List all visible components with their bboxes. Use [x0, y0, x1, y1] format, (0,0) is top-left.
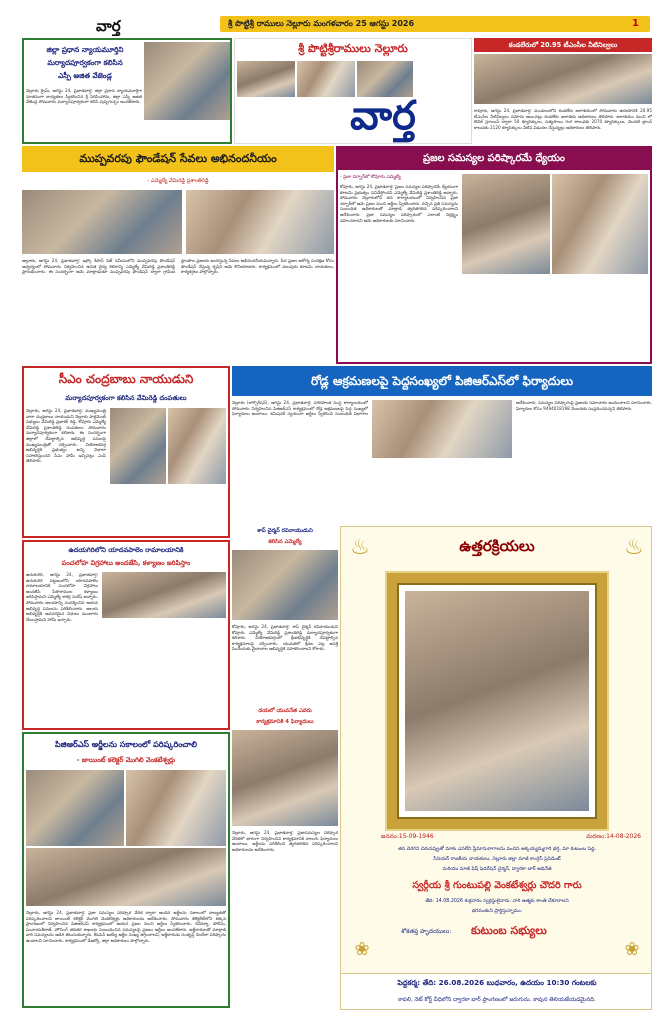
dayaru-body: నెల్లూరు, ఆగస్టు 24, ప్రభాతవార్త: ప్రజాసమస్యల పరిష్కార వేదికలో భాగంగా నిర్వహించిన కార్యక్రమానికి నాలుగు ఫిర్యాదులు అందాయి. అర్జీలను పరిశీలించి త్వరితగతిన పరిష్కరించాలని అధికారులను ఆదేశించారు.: [232, 830, 338, 852]
cm-photo-1: [110, 408, 166, 484]
obituary-lamp-right: ♨: [624, 535, 644, 560]
cm-headline-2: మర్యాదపూర్వకంగా కలిసిన వేమిరెడ్డి దంపతులు: [65, 394, 187, 402]
temple-headline-2: పంచలోహ విగ్రహాలు అందజేసి, కళ్యాణం జరిపిస్తాం: [61, 559, 191, 567]
foundation-story: [22, 146, 334, 364]
grievance-photo-1: [462, 174, 550, 274]
dayaru-story: [232, 706, 338, 902]
sp-story: [22, 38, 232, 144]
dayaru-photo: [232, 730, 338, 826]
temple-headline-1: ఉదయగిరిలోని యాదవపాలెం రామాలయానికి: [68, 546, 184, 554]
jc-headline: పిజిఆర్ఎస్ అర్జీలను సకాలంలో పరిష్కరించాలి: [55, 740, 197, 749]
obituary-died: మరణం:14-08-2026: [586, 833, 641, 840]
obituary-lamp-left: ♨: [350, 535, 370, 560]
grievance-story: [336, 146, 652, 364]
foundation-subhead: - ఎమ్మెల్యే వేమిరెడ్డి ప్రశాంతిరెడ్డి: [147, 178, 209, 184]
obituary-line-5: భగవంతుని ప్రార్థిస్తున్నాము.: [471, 909, 523, 914]
grievance-body: కోవూరు, ఆగస్టు 24, ప్రభాతవార్త: ప్రజల సమస్యల పరిష్కారమే ధ్యేయంగా కూటమి ప్రభుత్వం పనిచేస్తోందని ఎమ్మెల్యే వేమిరెడ్డి ప్రశాంతిరెడ్డి అన్నారు. సోమవారం నెల్లూరులోని తన కార్యాలయంలో నిర్వహించిన ప్రజా దర్బార్‌లో ఆమె ప్రజల నుంచి అర్జీలు స్వీకరించారు. వచ్చిన ప్రతి సమస్యను సంబంధిత అధికారులతో మాట్లాడి త్వరితగతిన పరిష్కరించాలని ఆదేశించారు. ప్రజా సమస్యల పరిష్కారంలో ఎలాంటి నిర్లక్ష్యం వహించరాదని ఆమె అధికారులకు సూచించారు.: [340, 184, 458, 223]
pgrs-body: నెల్లూరు (కార్పొరేషన్), ఆగస్టు 24, ప్రభాతవార్త: నగరపాలక సంస్థ కార్యాలయంలో సోమవారం నిర్వహించిన పిజిఆర్ఎస్ కార్యక్రమంలో రోడ్ల ఆక్రమణలపై పెద్ద సంఖ్యలో ఫిర్యాదులు అందాయి. కమిషనర్ స్వయంగా అర్జీలు స్వీకరించి సంబంధిత విభాగాల ఆదేశించారు. సమస్యల పరిష్కారంపై ప్రజలకు సమాచారం అందించాలని సూచించారు. ఫిర్యాదుల కోసం 9494018198 నెంబరుకు సంప్రదించవచ్చని తెలిపారు.: [232, 400, 652, 417]
obituary-name: స్వర్గీయ శ్రీ గుంటుపల్లి వెంకటేశ్వర్లు చౌదరి గారు: [412, 880, 582, 891]
obituary-line-2: సీనియర్ రాజకీయ నాయకులు, నెల్లూరు జిల్లా మాజీ కాంగ్రెస్ ప్రెసిడెంట్: [433, 857, 561, 862]
jc-photo-3: [26, 848, 226, 906]
obituary-line-4: తేది: 14.08.2026 శుక్రవారం స్వర్గస్థులైనారు. వారి ఆత్మకు శాంతి చేకూరాలని: [425, 899, 569, 904]
cm-headline-1: సీఎం చంద్రబాబు నాయుడుని: [58, 372, 194, 386]
cm-story: [22, 366, 230, 538]
jc-photo-2: [126, 770, 226, 846]
obituary-venue: కావలి, నెట్ కోర్ట్ వీధిలోని ద్వారకా బార్ ప్రాంగణంలో జరుగును. కావున తెలియజేయడమైనది.: [398, 997, 596, 1003]
sp-headline-3: ఎస్పీ అజిత వేజెండ్ల: [58, 71, 112, 80]
masthead-banner: [234, 38, 472, 144]
obituary-line-1: తన చెరగని చిరునవ్వుతో మాకు ఎనలేని ప్రేమానురాగాలను పంచిన అక్కయ్యమ్మగారి భర్త, మా కుటుంబ పెద్ద,: [398, 847, 596, 852]
masthead-photo-left: [237, 61, 295, 97]
obituary-flower-left: ❀: [354, 939, 370, 960]
mla-headline-2: కలిసిన ఎమ్మెల్యే: [268, 539, 302, 545]
jc-story: [22, 732, 230, 1008]
mla-body: కోవూరు, ఆగస్టు 24, ప్రభాతవార్త: శాప్ చైర్మన్ రవినాయుడుని కోవూరు ఎమ్మెల్యే వేమిరెడ్డి ప్రశాంతిరెడ్డి మర్యాదపూర్వకంగా కలిశారు. నియోజకవర్గంలో క్రీడాభివృద్ధికి చేపట్టాల్సిన కార్యక్రమాలపై చర్చించారు. యువతలో క్రీడల పట్ల ఆసక్తి పెంచేందుకు మైదానాల అభివృద్ధికి సహకరించాలని కోరారు.: [232, 624, 338, 652]
pgrs-story: [232, 366, 652, 524]
drain-body: రాపూరు, ఆగస్టు 24, ప్రభాతవార్త: మండలంలోని కండలేరు జలాశయంలో సోమవారం ఉదయానికి 20.95 టీఎంసీల నీటినిల్వలు నమోదు అయినట్లు కండలేరు జలాశయ అధికారులు తెలిపారు. జలాశయం నుంచి లో లెవెల్ స్లూయిస్ ద్వారా 50 క్యూసెక్కులు, సత్యసాయి గంగ కాలువకు 2070 క్యూసెక్కులు, మొదటి బ్రాంచ్ కాలువకు 2120 క్యూసెక్కులు నీటిని విడుదల చేస్తున్నట్లు అధికారులు తెలిపారు.: [474, 108, 652, 130]
mla-story: [232, 526, 338, 702]
cm-body: నెల్లూరు, ఆగస్టు 24, ప్రభాతవార్త: ముఖ్యమంత్రి నారా చంద్రబాబు నాయుడుని నెల్లూరు పార్లమెంట్ సభ్యులు వేమిరెడ్డి ప్రభాకర్ రెడ్డి, కోవూరు ఎమ్మెల్యే వేమిరెడ్డి ప్రశాంతిరెడ్డి దంపతులు సోమవారం మర్యాదపూర్వకంగా కలిశారు. ఈ సందర్భంగా జిల్లాలో చేపట్టాల్సిన అభివృద్ధి పనులపై ముఖ్యమంత్రితో చర్చించారు. నియోజకవర్గ అభివృద్ధికి ప్రభుత్వం అన్ని విధాలా సహకరిస్తుందని సీఎం హామీ ఇచ్చినట్లు ఎంపీ తెలిపారు.: [26, 408, 106, 464]
obituary-born: జననం:15-09-1946: [381, 833, 434, 840]
foundation-photo-right: [186, 190, 334, 254]
temple-story: [22, 540, 230, 730]
cm-photo-2: [168, 408, 226, 484]
banner-title: శ్రీ పొట్టిశ్రీరాములు నెల్లూరు: [298, 42, 408, 55]
foundation-headline: ముప్పవరపు ఫౌండేషన్ సేవలు అభినందనీయం: [79, 152, 277, 165]
drain-story: [474, 38, 652, 144]
obituary-grief-label: శోకతప్త హృదయులు:: [401, 928, 452, 935]
small-logo: వార్త: [96, 17, 121, 35]
sp-headline-1: జిల్లా ప్రధాన న్యాయమూర్తిని: [46, 45, 124, 54]
obituary-portrait: [405, 591, 589, 811]
jc-photo-1: [26, 770, 124, 846]
sp-body: నెల్లూరు క్రైమ్, ఆగస్టు 24, ప్రభాతవార్త: జిల్లా ప్రధాన న్యాయమూర్తిగా నూతనంగా బాధ్యతలు స్వీకరించిన శ్రీ సిరిసింహాను, జిల్లా ఎస్పీ అజిత వేజెండ్ల సోమవారం మర్యాదపూర్వకంగా కలిసి పుష్పగుచ్ఛం అందజేశారు.: [26, 88, 142, 105]
jc-subhead: - జాయింట్ కలెక్టర్ మొగిలి వెంకటేశ్వర్లు: [76, 756, 176, 764]
obituary-line-3: మరియు మాజీ ఫిష్ ఫెడరేషన్ చైర్మన్, ద్వారకా బార్ అధినేత: [442, 867, 552, 872]
obituary-family: కుటుంబ సభ్యులు: [471, 924, 547, 937]
dayaru-headline-1: దయలో యువనేత ఎవరు: [258, 708, 312, 714]
obituary-title: ఉత్తరక్రియలు: [459, 537, 535, 555]
grievance-photo-2: [552, 174, 648, 274]
dateline: శ్రీ పొట్టిశ్రీ రాములు నెల్లూరు మంగళవారం 25 ఆగస్టు 2026: [228, 19, 415, 28]
jc-body: నెల్లూరు, ఆగస్టు 24, ప్రభాతవార్త: ప్రజా సమస్యల పరిష్కార వేదిక ద్వారా అందిన అర్జీలను సకాలంలో నాణ్యతతో పరిష్కరించాలని జాయింట్ కలెక్టర్ మొగిలి వెంకటేశ్వర్లు అధికారులను ఆదేశించారు. సోమవారం కలెక్టరేట్‌లోని తిక్కన ప్రాంగణంలో నిర్వహించిన పిజిఆర్ఎస్ కార్యక్రమంలో ఆయన ప్రజల నుంచి అర్జీలు స్వీకరించారు. రెవెన్యూ, పోలీసు, పంచాయతీరాజ్, హౌసింగ్ తదితర శాఖలకు సంబంధించిన సమస్యలపై ప్రజలు అర్జీలు అందజేశారు. అర్జీదారులతో మాట్లాడి వారి సమస్యలను అడిగి తెలుసుకున్నారు. రీఓపెన్ అయ్యే అర్జీల సంఖ్య తగ్గించాలని, అర్జీదారుడు సంతృప్తి చెందేలా పరిష్కారం ఉండాలని సూచించారు. కార్యక్రమంలో డీఆర్వో, జిల్లా అధికారులు పాల్గొన్నారు.: [26, 910, 226, 943]
sp-photo: [144, 42, 230, 120]
mla-photo: [232, 550, 338, 620]
drain-headline: కండలేరులో 20.95 టీఎంసీల నీటినిల్వలు: [508, 41, 618, 49]
dayaru-headline-2: కార్యక్రమానికి 4 ఫిర్యాదులు: [256, 719, 314, 725]
foundation-photo-left: [22, 190, 182, 254]
big-logo: వార్త: [350, 92, 416, 139]
grievance-subhead: - ప్రజా దర్బార్‌లో కోవూరు ఎమ్మెల్యే: [340, 175, 401, 180]
obituary-flower-right: ❀: [624, 939, 640, 960]
obituary-ad: [340, 526, 652, 1010]
grievance-headline: ప్రజల సమస్యల పరిష్కారమే ధ్యేయం: [422, 153, 565, 164]
pgrs-photo: [372, 400, 512, 458]
sp-headline-2: మర్యాదపూర్వకంగా కలిసిన: [47, 58, 123, 67]
foundation-body: అల్లూరు, ఆగస్టు 24, ప్రభాతవార్త: ఇఫ్కో కిసాన్ సెజ్ సమీపంలోని ముప్పవరపు ఫౌండేషన్ ఆధ్వర్యంలో సోమవారం నిర్వహించిన ఉచిత వైద్య శిబిరాన్ని ఎమ్మెల్యే వేమిరెడ్డి ప్రశాంతిరెడ్డి ప్రారంభించారు. ఈ సందర్భంగా ఆమె మాట్లాడుతూ ముప్పవరపు ఫౌండేషన్ ద్వారా గ్రామీణ ప్రాంతాల ప్రజలకు అందిస్తున్న సేవలు అభినందనీయమన్నారు. పేద ప్రజల ఆరోగ్య సంరక్షణ కోసం ఫౌండేషన్ చేస్తున్న కృషిని ఆమె కొనియాడారు. కార్యక్రమంలో పలువురు కూటమి నాయకులు, కార్యకర్తలు పాల్గొన్నారు.: [22, 258, 334, 275]
drain-photo: [474, 54, 652, 104]
obituary-ceremony-date: పెద్దకర్మ: తేది: 26.08.2026 బుధవారం, ఉదయం 10:30 గంటలకు: [397, 978, 597, 987]
page-number: 1: [632, 18, 639, 29]
temple-body: ఉదయగిరి, ఆగస్టు 24, ప్రభాతవార్త: ఉదయగిరి పట్టణంలోని యాదవపాలెం రామాలయానికి పంచలోహ విగ్రహాలు అందజేసి సీతారాముల కళ్యాణం జరిపిస్తామని ఎమ్మెల్యే కాకర్ల సురేష్ అన్నారు. సోమవారం ఆలయాన్ని సందర్శించిన ఆయన అభివృద్ధి పనులను పరిశీలించారు. ఆలయ అభివృద్ధికి అవసరమైన నిధులు మంజూరు చేయిస్తామని హామీ ఇచ్చారు.: [26, 572, 98, 622]
mla-headline-1: శాప్ చైర్మన్ రవినాయుడుని: [257, 528, 313, 534]
pgrs-headline: రోడ్ల ఆక్రమణలపై పెద్దసంఖ్యలో పిజిఆర్ఎస్‌లో ఫిర్యాదులు: [310, 374, 574, 388]
temple-photo: [102, 572, 226, 618]
